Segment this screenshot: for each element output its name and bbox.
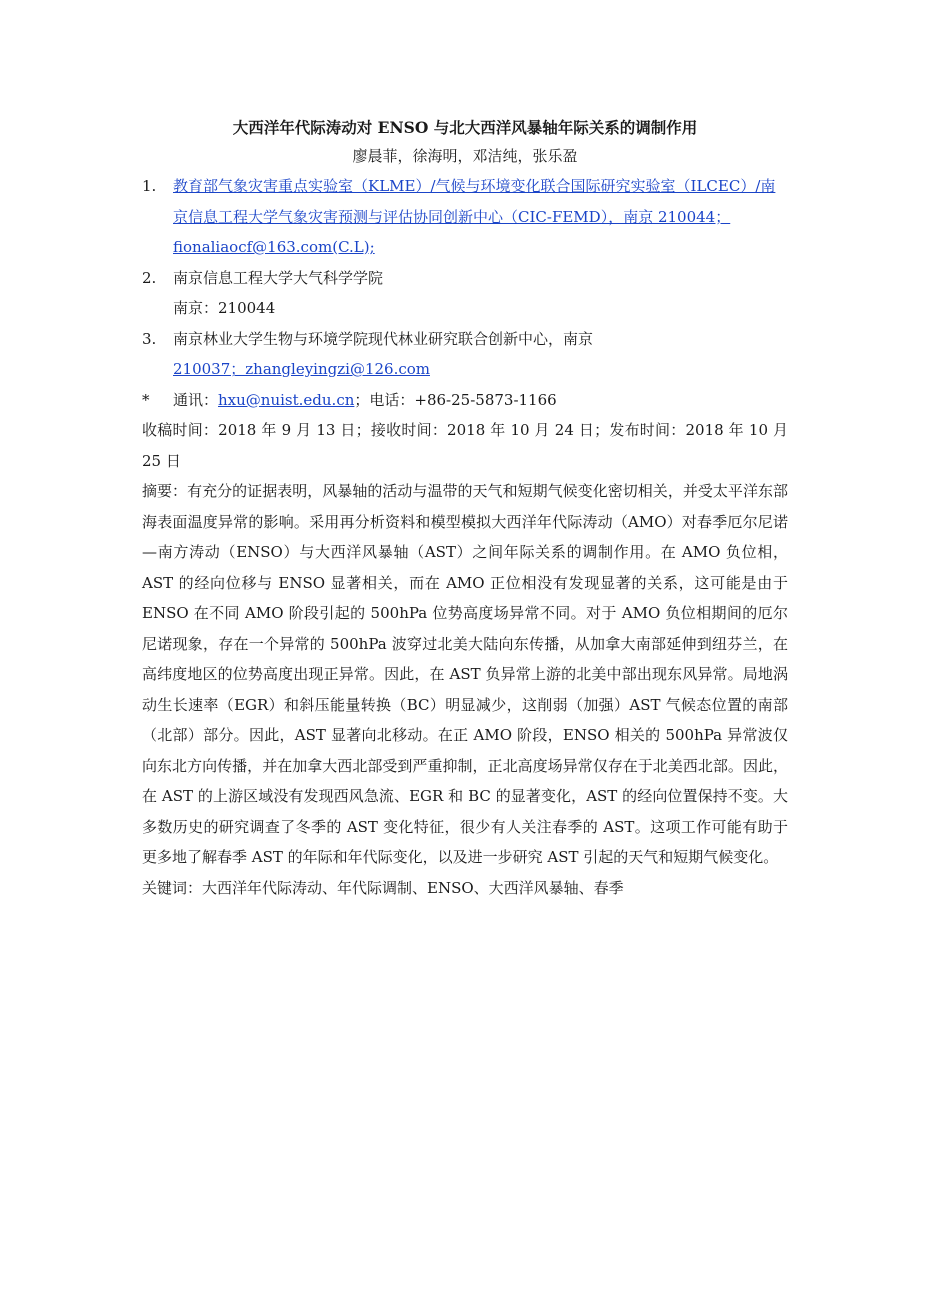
affiliation-1-link[interactable]: 教育部气象灾害重点实验室（KLME）/气候与环境变化联合国际研究实验室（ILCEC）/南京信息工程大学气象灾害预测与评估协同创新中心（CIC-FEMD），南京 210044；fionaliaocf@163.com(C.L); [173,177,776,256]
paper-title: 大西洋年代际涛动对 ENSO 与北大西洋风暴轴年际关系的调制作用 [232,118,698,137]
affiliation-3-email-link[interactable]: 210037；zhangleyingzi@126.com [173,360,430,378]
author-list: 廖晨菲，徐海明，邓洁纯，张乐盈 [352,147,578,165]
correspondence-label: 通讯： [173,390,219,409]
affiliation-2-postcode: 南京：210044 [173,299,276,317]
affiliation-2 [142,263,788,324]
affiliation-number: 1. [142,177,157,195]
affiliation-2-name: 南京信息工程大学大气科学学院 [173,268,384,287]
correspondence-phone: ；电话：+86-25-5873-1166 [354,390,557,409]
correspondence-email-link[interactable]: hxu@nuist.edu.cn [218,390,355,409]
affiliation-number: 3. [142,329,157,348]
correspondence-mark: * [142,390,150,409]
paper-front-matter [142,115,788,903]
affiliation-1 [142,171,788,263]
publication-dates: 收稿时间：2018 年 9 月 13 日；接收时间：2018 年 10 月 24 日；发布时间：2018 年 10 月 25 日 [142,421,788,470]
affiliation-3-name: 南京林业大学生物与环境学院现代林业研究联合创新中心，南京 [173,329,594,348]
abstract: 摘要：有充分的证据表明，风暴轴的活动与温带的天气和短期气候变化密切相关，并受太平洋东部海表面温度异常的影响。采用再分析资料和模型模拟大西洋年代际涛动（AMO）对春季厄尔尼诺—南方涛动（ENSO）与大西洋风暴轴（AST）之间年际关系的调制作用。在 AMO 负位相，AST 的经向位移与 ENSO 显著相关，而在 AMO 正位相没有发现显著的关系，这可能是由于 ENSO 在不同 AMO 阶段引起的 500hPa 位势高度场异常不同。对于 AMO 负位相期间的厄尔尼诺现象，存在一个异常的 500hPa 波穿过北美大陆向东传播，从加拿大南部延伸到纽芬兰，在高纬度地区的位势高度出现正异常。因此，在 AST 负异常上游的北美中部出现东风异常。局地涡动生长速率（EGR）和斜压能量转换（BC）明显减少，这削弱（加强）AST 气候态位置的南部（北部）部分。因此，AST 显著向北移动。在正 AMO 阶段，ENSO 相关的 500hPa 异常波仅向东北方向传播，并在加拿大西北部受到严重抑制，正北高度场异常仅存在于北美西北部。因此，在 AST 的上游区域没有发现西风急流、EGR 和 BC 的显著变化，AST 的经向位置保持不变。大多数历史的研究调查了冬季的 AST 变化特征，很少有人关注春季的 AST。这项工作可能有助于更多地了解春季 AST 的年际和年代际变化，以及进一步研究 AST 引起的天气和短期气候变化。 [142,482,788,866]
affiliation-number: 2. [142,268,157,287]
affiliation-3 [142,324,788,385]
keywords: 关键词：大西洋年代际涛动、年代际调制、ENSO、大西洋风暴轴、春季 [142,878,624,897]
correspondence [142,385,788,416]
